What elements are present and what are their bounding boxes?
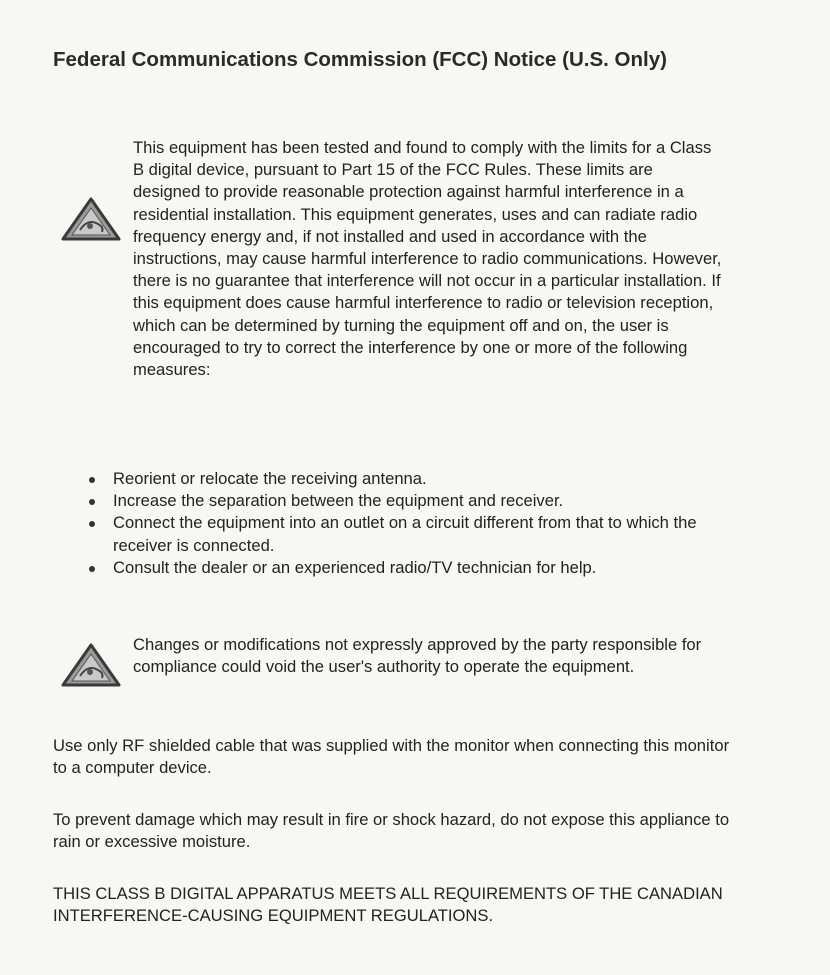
- list-item: [86, 490, 746, 512]
- measure-text: Connect the equipment into an outlet on a circuit different from that to which the receiver is connected.: [113, 513, 697, 555]
- bullet-icon: [89, 477, 95, 483]
- fcc-compliance-paragraph: This equipment has been tested and found to comply with the limits for a Class B digital device, pursuant to Part 15 of the FCC Rules. These limits are designed to provide reasonable protection against harmful interference in a residential installation. This equipment generates, uses and can radiate radio frequency energy and, if not installed and used in accordance with the instructions, may cause harmful interference to radio communications. However, there is no guarantee that interference will not occur in a particular installation. If this equipment does cause harmful interference to radio or television reception, which can be determined by turning the equipment off and on, the user is encouraged to try to correct the interference by one or more of the following measures:: [133, 138, 722, 380]
- list-item: [86, 468, 746, 490]
- measure-text: Increase the separation between the equipment and receiver.: [113, 491, 564, 511]
- canadian-statement-paragraph: THIS CLASS B DIGITAL APPARATUS MEETS ALL REQUIREMENTS OF THE CANADIAN INTERFERENCE-CAUSING EQUIPMENT REGULATIONS.: [53, 884, 723, 926]
- list-item: [86, 557, 746, 579]
- page-title: Federal Communications Commission (FCC) Notice (U.S. Only): [53, 48, 667, 71]
- bullet-icon: [89, 566, 95, 572]
- warning-triangle-icon: [60, 642, 122, 688]
- list-item: [86, 512, 746, 556]
- warning-triangle-icon: [60, 196, 122, 242]
- rf-cable-paragraph: Use only RF shielded cable that was supplied with the monitor when connecting this monitor to a computer device.: [53, 736, 730, 778]
- bullet-icon: [89, 499, 95, 505]
- modifications-warning-paragraph: Changes or modifications not expressly approved by the party responsible for compliance could void the user's authority to operate the equipment.: [133, 635, 702, 677]
- measure-text: Reorient or relocate the receiving antenna.: [113, 469, 427, 488]
- fire-hazard-paragraph: To prevent damage which may result in fire or shock hazard, do not expose this appliance to rain or excessive moisture.: [53, 810, 730, 852]
- measure-text: Consult the dealer or an experienced radio/TV technician for help.: [113, 557, 597, 577]
- bullet-icon: [89, 521, 95, 527]
- measures-list: [86, 468, 746, 579]
